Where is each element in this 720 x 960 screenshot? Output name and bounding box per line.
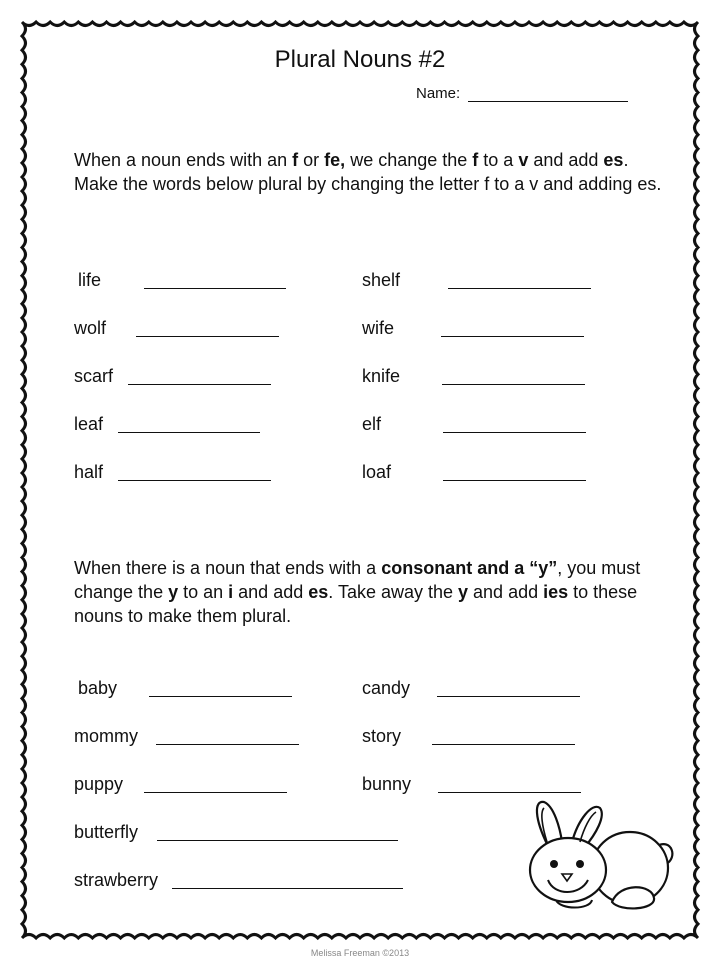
answer-blank-wolf[interactable] — [136, 336, 279, 337]
answer-blank-loaf[interactable] — [443, 480, 586, 481]
word-butterfly: butterfly — [74, 822, 139, 842]
answer-blank-elf[interactable] — [443, 432, 586, 433]
word-scarf: scarf — [74, 366, 114, 386]
answer-blank-shelf[interactable] — [448, 288, 591, 289]
copyright-footer: Melissa Freeman ©2013 — [310, 948, 410, 958]
answer-blank-strawberry[interactable] — [172, 888, 403, 889]
word-shelf: shelf — [362, 270, 401, 290]
answer-blank-bunny[interactable] — [438, 792, 581, 793]
answer-blank-scarf[interactable] — [128, 384, 271, 385]
answer-blank-half[interactable] — [118, 480, 271, 481]
answer-blank-knife[interactable] — [442, 384, 585, 385]
word-wife: wife — [362, 318, 395, 338]
word-bunny: bunny — [362, 774, 412, 794]
page-title: Plural Nouns #2 — [274, 46, 446, 73]
word-knife: knife — [362, 366, 401, 386]
bunny-eye-left — [550, 860, 558, 868]
word-half: half — [74, 462, 104, 482]
word-baby: baby — [78, 678, 118, 698]
answer-blank-baby[interactable] — [149, 696, 292, 697]
answer-blank-life[interactable] — [144, 288, 286, 289]
instructions-f-fe: When a noun ends with an f or fe, we change the f to a v and add es. Make the words below plural by changing the letter f to a v and adding es. — [74, 150, 662, 194]
answer-blank-wife[interactable] — [441, 336, 584, 337]
answer-blank-mommy[interactable] — [156, 744, 299, 745]
word-story: story — [362, 726, 402, 746]
instructions-consonant-y: When there is a noun that ends with a consonant and a “y”, you must change the y to an i and add es. Take away the y and add ies to these nouns to make them plural. — [74, 558, 641, 626]
word-wolf: wolf — [74, 318, 107, 338]
bunny-illustration — [520, 798, 700, 916]
word-candy: candy — [362, 678, 411, 698]
answer-blank-leaf[interactable] — [118, 432, 260, 433]
word-life: life — [78, 270, 102, 290]
answer-blank-butterfly[interactable] — [157, 840, 398, 841]
answer-blank-candy[interactable] — [437, 696, 580, 697]
word-loaf: loaf — [362, 462, 392, 482]
name-blank[interactable] — [468, 101, 628, 102]
word-strawberry: strawberry — [74, 870, 159, 890]
word-leaf: leaf — [74, 414, 104, 434]
answer-blank-puppy[interactable] — [144, 792, 287, 793]
word-elf: elf — [362, 414, 382, 434]
bunny-eye-right — [576, 860, 584, 868]
word-puppy: puppy — [74, 774, 124, 794]
word-mommy: mommy — [74, 726, 138, 746]
name-label: Name: — [416, 85, 461, 102]
answer-blank-story[interactable] — [432, 744, 575, 745]
